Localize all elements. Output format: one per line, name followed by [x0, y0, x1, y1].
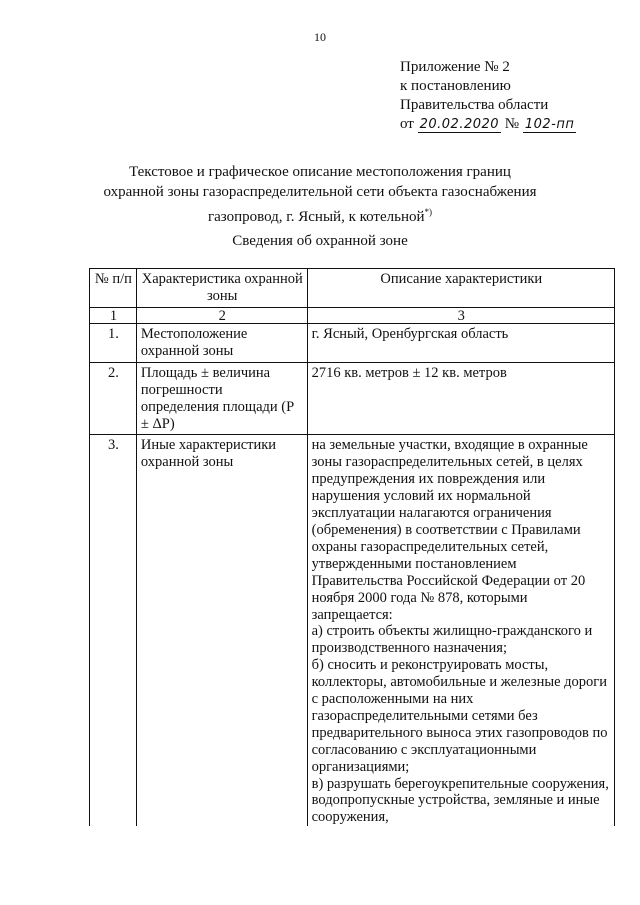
column-number: 3: [307, 308, 614, 324]
appendix-line: к постановлению: [400, 78, 511, 94]
row-description: г. Ясный, Оренбургская область: [307, 324, 614, 363]
row-description: 2716 кв. метров ± 12 кв. метров: [307, 362, 614, 435]
date-prefix: от: [400, 116, 414, 132]
column-number-row: [90, 308, 615, 324]
column-number: 2: [136, 308, 307, 324]
row-number: 1.: [90, 324, 137, 363]
number-prefix: №: [504, 116, 520, 132]
table-header-row: [90, 269, 615, 308]
document-title: [90, 162, 550, 227]
header-cell: Характеристика охранной зоны: [136, 269, 307, 308]
appendix-date-line: [400, 115, 576, 134]
row-characteristic: Иные характеристики охранной зоны: [136, 435, 307, 826]
appendix-line: Правительства области: [400, 97, 549, 113]
row-number: 3.: [90, 435, 137, 826]
row-number: 2.: [90, 362, 137, 435]
row-characteristic: Площадь ± величина погрешности определения площади (Р ± ΔР): [136, 362, 307, 435]
row-characteristic: Местоположение охранной зоны: [136, 324, 307, 363]
protection-zone-table: [89, 268, 615, 826]
footnote-mark: *): [424, 207, 433, 217]
table-row: [90, 324, 615, 363]
table-row: [90, 435, 615, 826]
column-number: 1: [90, 308, 137, 324]
appendix-block: [400, 58, 576, 134]
title-line: охранной зоны газораспределительной сети объекта газоснабжения: [103, 184, 537, 200]
title-line: [90, 202, 550, 227]
row-description: на земельные участки, входящие в охранные зоны газораспределительных сетей, в целях предупреждения их повреждения или нарушения условий их нормальной эксплуатации налагаются ограничения (обременения) в соответствии с Правилами охраны газораспределительных сетей, утвержденными постановлением Правительства Российской Федерации от 20 ноября 2000 года № 878, которыми запрещается: а) строить объекты жилищно-гражданского и производственного назначения; б) сносить и реконструировать мосты, коллекторы, автомобильные и железные дороги с расположенными на них газораспределительными сетями без предварительного выноса этих газопроводов по согласованию с эксплуатационными организациями; в) разрушать берегоукрепительные сооружения, водопропускные устройства, земляные и иные сооружения,: [307, 435, 614, 826]
page-number: 10: [314, 30, 326, 44]
section-subtitle: Сведения об охранной зоне: [232, 233, 408, 249]
title-line: Текстовое и графическое описание местоположения границ: [129, 164, 511, 180]
handwritten-date: 20.02.2020: [419, 117, 500, 132]
header-cell: Описание характеристики: [307, 269, 614, 308]
table-row: [90, 362, 615, 435]
appendix-line: Приложение № 2: [400, 59, 510, 75]
header-cell: № п/п: [90, 269, 137, 308]
title-line-text: газопровод, г. Ясный, к котельной: [207, 209, 425, 225]
handwritten-number: 102-пп: [524, 117, 575, 132]
